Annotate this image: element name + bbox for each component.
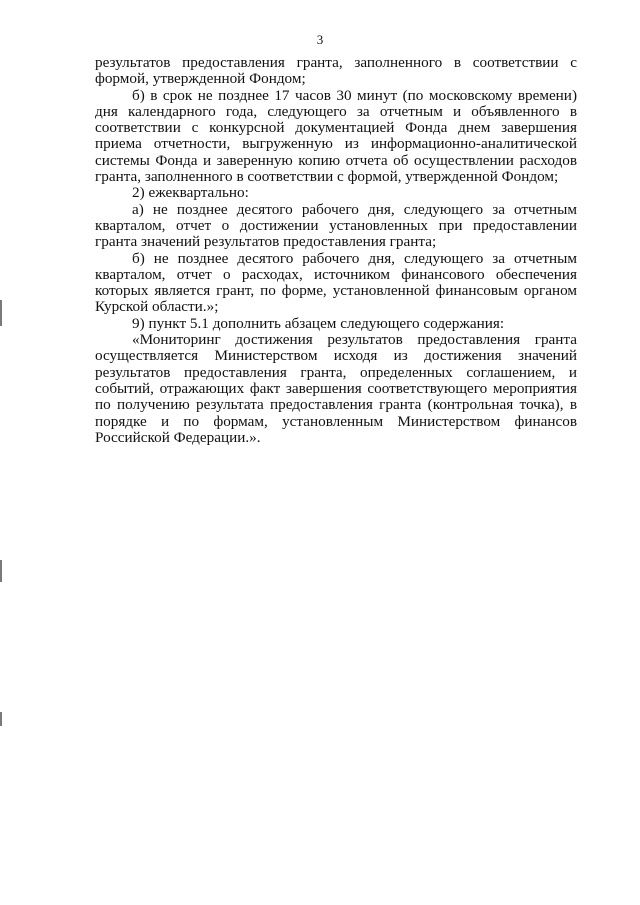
paragraph-item-b-expenses-report: б) не позднее десятого рабочего дня, следующего за отчетным кварталом, отчет о расходах, источником финансового обеспечения которых является грант, по форме, установленной финансовым органом Курской области.»;	[95, 249, 577, 316]
paragraph-item-9-amendment: 9) пункт 5.1 дополнить абзацем следующего содержания:	[132, 314, 505, 332]
page-number: 3	[316, 32, 324, 47]
paragraph-continuation: результатов предоставления гранта, заполненного в соответствии с формой, утвержденной Фондом;	[95, 54, 577, 88]
scan-edge-mark	[0, 560, 2, 582]
paragraph-item-2-quarterly: 2) ежеквартально:	[132, 184, 249, 202]
document-body	[95, 55, 577, 446]
paragraph-item-b-deadline: б) в срок не позднее 17 часов 30 минут (по московскому времени) дня календарного года, следующего за отчетным и объявленного в соответствии с конкурсной документацией Фонда днем завершения приема отчетности, выгруженную из информационно-аналитической системы Фонда и заверенную копию отчета об осуществлении расходов гранта, заполненного в соответствии с формой, утвержденной Фондом;	[95, 86, 577, 186]
paragraph-monitoring-quote: «Мониторинг достижения результатов предоставления гранта осуществляется Министерством исходя из достижения значений результатов предоставления гранта, определенных соглашением, и событий, отражающих факт завершения соответствующего мероприятия по получению результата предоставления гранта (контрольная точка), в порядке и по формам, установленным Министерством финансов Российской Федерации.».	[95, 331, 577, 446]
scan-edge-mark	[0, 712, 2, 726]
paragraph-item-a-quarterly-report: а) не позднее десятого рабочего дня, следующего за отчетным кварталом, отчет о достижении установленных при предоставлении гранта значений результатов предоставления гранта;	[95, 200, 577, 251]
scan-edge-mark	[0, 300, 2, 326]
